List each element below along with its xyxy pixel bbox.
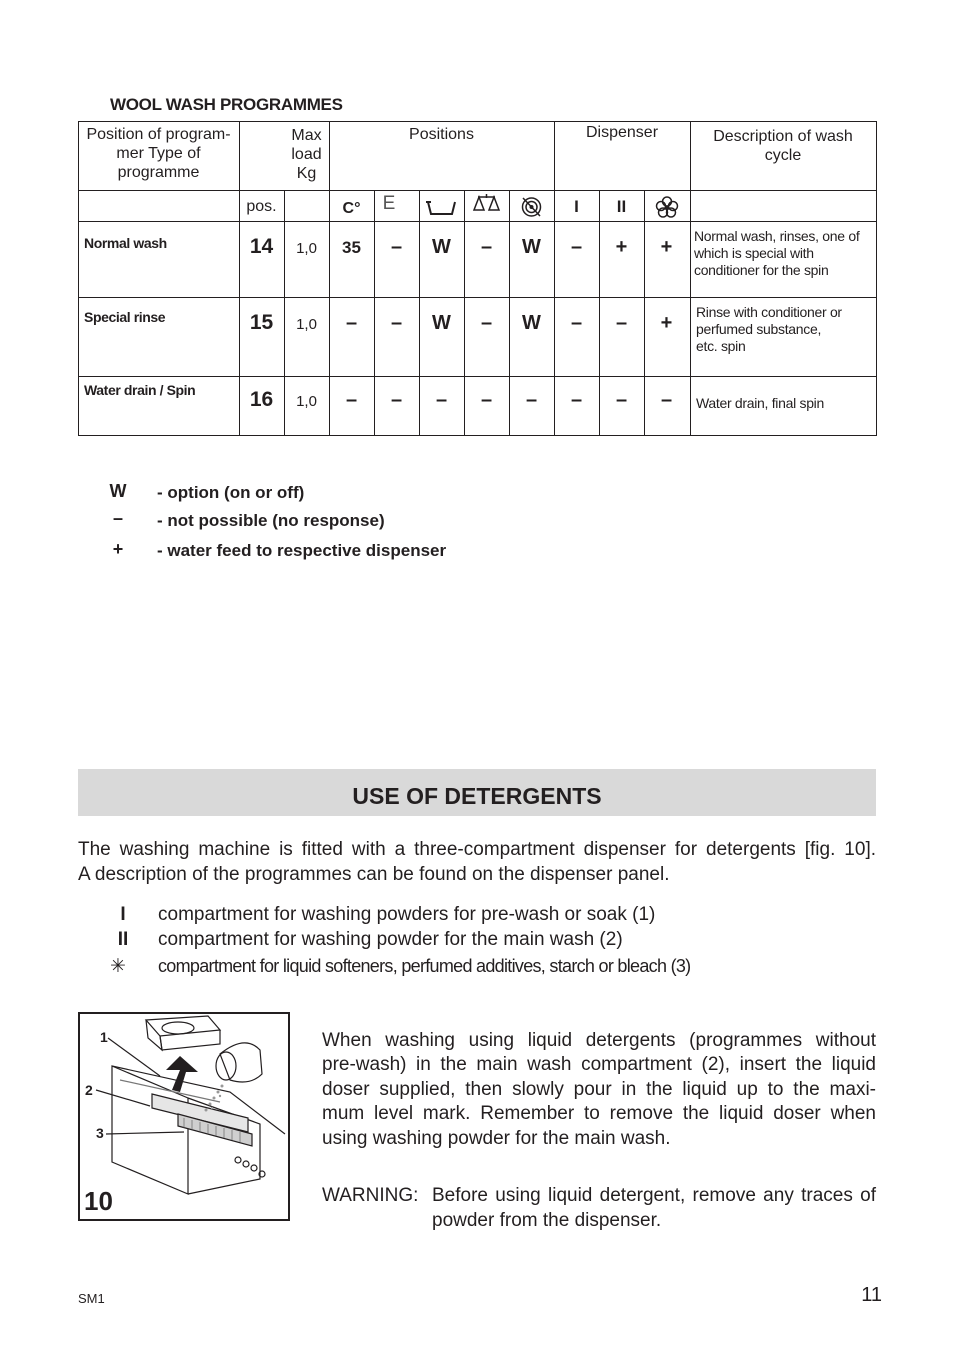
position-value: – [525,389,538,411]
dispenser-figure [78,1012,290,1221]
header-line: Description of wash [713,128,853,145]
subheader-e: E [382,193,396,214]
callout-2: 2 [85,1082,93,1098]
flower-icon [644,195,690,219]
section-title: USE OF DETERGENTS [352,783,602,809]
callout-3: 3 [96,1125,104,1141]
warning-line-1: Before using liquid detergent, remove any traces of [432,1185,876,1206]
position-value: – [570,236,583,258]
position-value: – [480,236,493,258]
header-line: Kg [296,165,317,182]
position-value: + [615,236,628,258]
liquid-line-2: pre-wash) in the main wash compartment (2), insert the liquid [322,1054,876,1075]
position-value: + [660,236,673,258]
cycle-description [694,228,874,279]
position-value: – [615,389,628,411]
page-number: 11 [861,1284,882,1306]
programme-position: 15 [249,311,274,334]
max-load-value: 1,0 [296,316,317,333]
position-value: – [390,389,403,411]
position-value: – [570,312,583,334]
position-value: + [660,312,673,334]
figure-number: 10 [84,1186,113,1216]
compartment-text-i: compartment for washing powders for pre-wash or soak (1) [158,904,656,925]
warning-line-2: powder from the dispenser. [432,1210,662,1231]
scales-icon [464,193,509,217]
spin-icon [509,194,554,218]
position-value: W [432,312,451,334]
position-value: – [345,312,358,334]
max-load-value: 1,0 [296,240,317,257]
table-title: WOOL WASH PROGRAMMES [110,95,343,114]
position-value: – [435,389,448,411]
description-line: Rinse with conditioner or [696,304,842,320]
header-max-load [284,126,329,183]
description-line: Water drain, final spin [696,395,824,411]
header-line: cycle [764,147,802,164]
position-value: – [390,312,403,334]
position-value: 35 [342,238,361,257]
warning-label: WARNING: [322,1185,419,1206]
compartment-symbol-i: I [120,904,126,925]
legend-symbol-w: W [109,481,127,501]
cycle-description [696,395,876,412]
position-value: – [615,312,628,334]
position-value: – [390,236,403,258]
footer-code: SM1 [78,1291,105,1306]
cycle-description [696,304,876,355]
legend-text-w: - option (on or off) [157,483,305,502]
position-value: – [345,389,358,411]
programme-position: 16 [249,388,274,411]
wool-wash-table [78,121,877,436]
legend-symbol-plus: + [112,539,124,559]
description-line: perfumed substance, [696,321,822,337]
compartment-text-ii: compartment for washing powder for the main wash (2) [158,929,623,950]
description-line: etc. spin [696,338,746,354]
header-position-type [78,125,239,182]
liquid-line-3: doser supplied, then slowly pour in the liquid up to the maxi- [322,1079,876,1100]
liquid-line-5: using washing powder for the main wash. [322,1128,671,1149]
position-value: – [660,389,673,411]
intro-line-2: A description of the programmes can be found on the dispenser panel. [78,864,670,885]
header-line: mer Type of [116,145,201,162]
header-line: load [291,146,322,163]
header-description [690,127,876,165]
callout-1: 1 [100,1029,108,1045]
legend-symbol-dash: – [112,508,123,528]
legend-text-dash: - not possible (no response) [157,511,385,530]
position-value: – [480,389,493,411]
subheader-temperature: C° [342,200,361,217]
tub-icon [419,197,464,219]
liquid-line-4: mum level mark. Remember to remove the liquid doser when [322,1103,876,1124]
programme-name: Normal wash [84,235,167,251]
programme-name: Water drain / Spin [84,382,196,398]
header-positions: Positions [409,126,474,143]
header-line: programme [117,164,200,181]
header-line: Position of program- [86,126,231,143]
header-line: Max [291,127,322,144]
programme-position: 14 [249,235,274,258]
legend-text-plus: - water feed to respective dispenser [157,541,447,560]
position-value: W [432,236,451,258]
compartment-symbol-softener: ✳ [110,956,126,977]
subheader-pos: pos. [246,198,277,215]
position-value: – [570,389,583,411]
liquid-line-1: When washing using liquid detergents (programmes without [322,1030,876,1051]
subheader-dispenser-i: I [574,197,579,216]
header-dispenser: Dispenser [585,124,659,141]
compartment-text-softener: compartment for liquid softeners, perfumed additives, starch or bleach (3) [158,956,691,976]
position-value: – [480,312,493,334]
programme-name: Special rinse [84,309,166,325]
description-line: conditioner for the spin [694,262,829,278]
intro-line-1: The washing machine is fitted with a three-compartment dispenser for detergents [fig. 10]. [78,839,876,860]
description-line: Normal wash, rinses, one of [694,228,860,244]
description-line: which is special with [694,245,814,261]
max-load-value: 1,0 [296,393,317,410]
position-value: W [522,312,541,334]
compartment-symbol-ii: II [117,929,129,950]
position-value: W [522,236,541,258]
subheader-dispenser-ii: II [616,197,627,216]
